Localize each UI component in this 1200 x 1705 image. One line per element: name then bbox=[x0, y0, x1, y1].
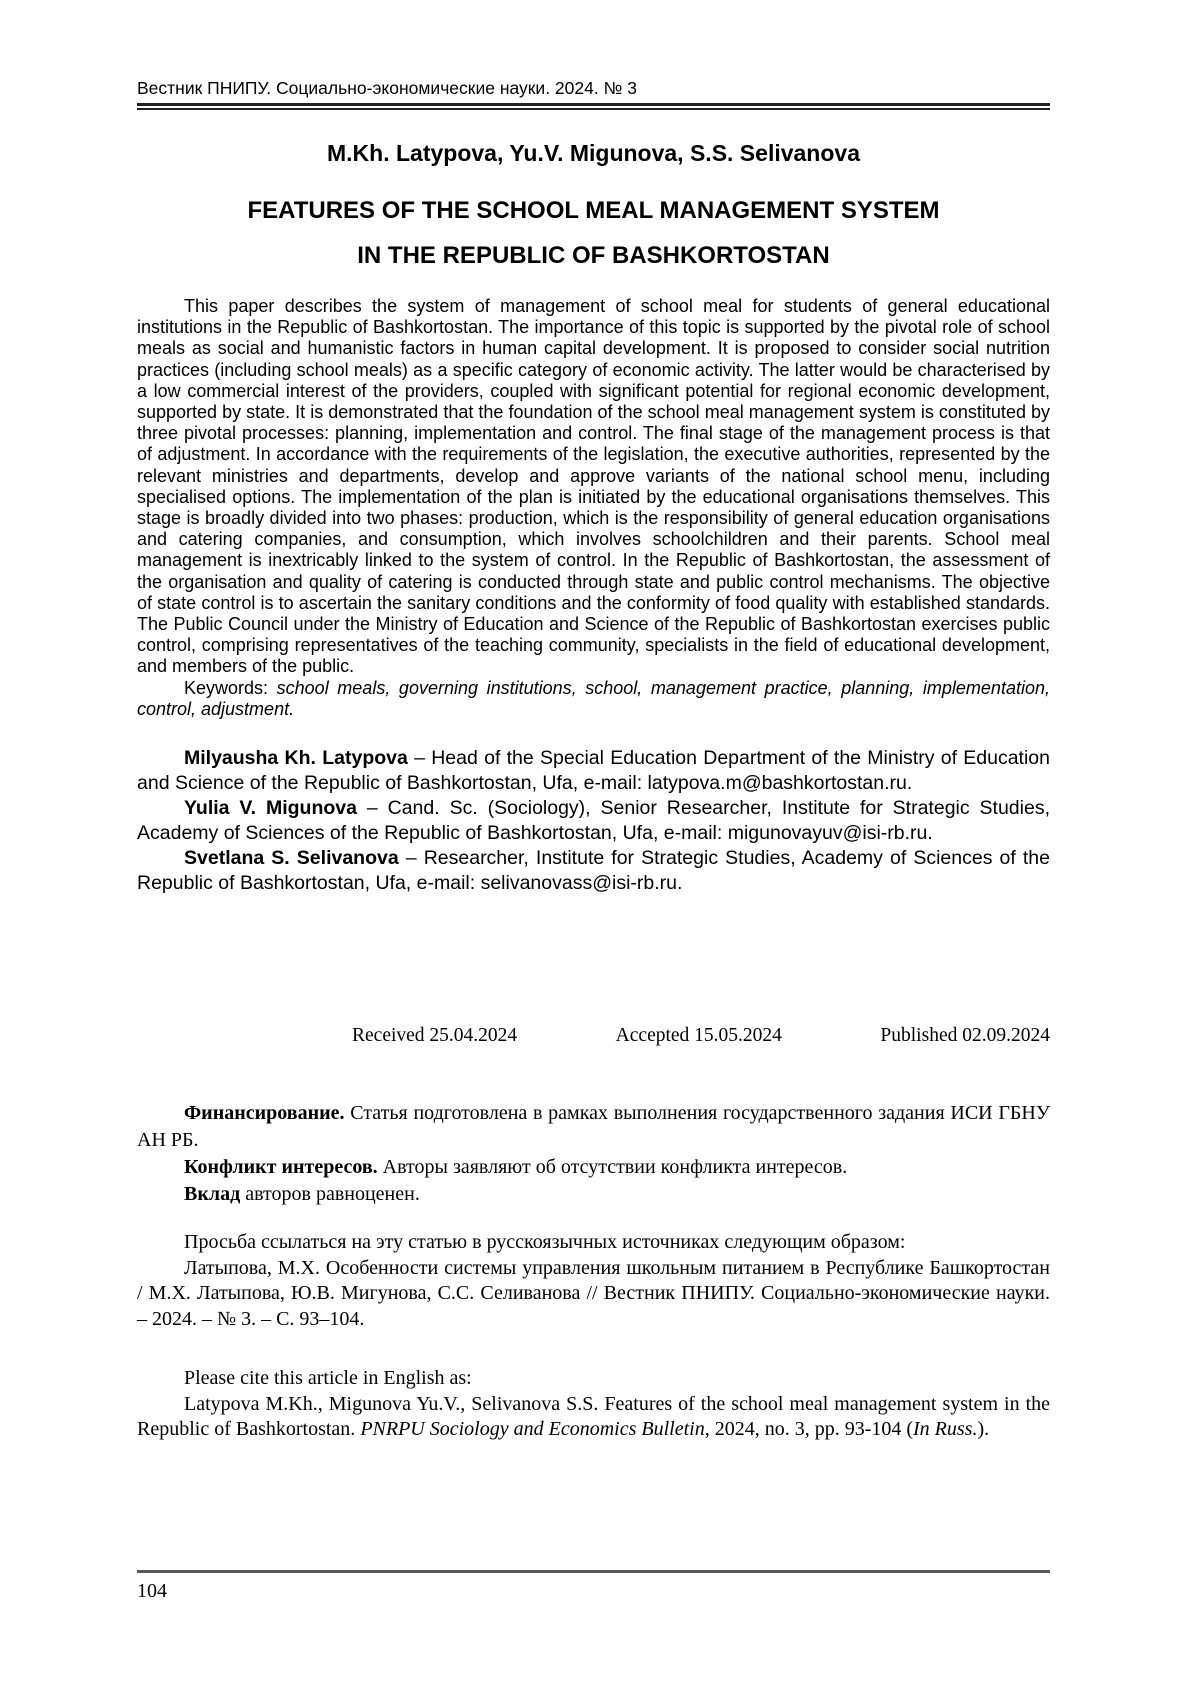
contribution-note bbox=[137, 1181, 1050, 1208]
citation-request-en: Please cite this article in English as: bbox=[184, 1367, 472, 1390]
bio-name: Yulia V. Migunova bbox=[184, 797, 357, 820]
title-line-2: IN THE REPUBLIC OF BASHKORTOSTAN bbox=[357, 242, 830, 269]
author-bio bbox=[137, 846, 1050, 896]
note-text: Статья подготовлена в рамках выполнения государственного задания ИСИ ГБНУ АН РБ. bbox=[137, 1102, 1050, 1152]
header-rule bbox=[137, 103, 1050, 110]
dates-row bbox=[352, 1024, 1050, 1048]
title-line-1: FEATURES OF THE SCHOOL MEAL MANAGEMENT SYSTEM bbox=[247, 197, 940, 224]
citation-block-ru bbox=[137, 1230, 1050, 1332]
article-notes bbox=[137, 1100, 1050, 1208]
published-date: Published 02.09.2024 bbox=[880, 1025, 1050, 1047]
bio-details: – Researcher, Institute for Strategic Studies, Academy of Sciences of the Republic of Bashkortostan, Ufa, e-mail: selivanovass@isi-rb.ru. bbox=[137, 847, 1050, 895]
keywords bbox=[137, 678, 1050, 720]
bio-name: Milyausha Kh. Latypova bbox=[184, 747, 408, 770]
author-bio bbox=[137, 746, 1050, 796]
article-title bbox=[137, 188, 1050, 278]
note-text: авторов равноценен. bbox=[240, 1183, 420, 1206]
citation-en: Latypova M.Kh., Migunova Yu.V., Selivanova S.S. Features of the school meal management system in the Republic of Bashkortostan. PNRPU Sociology and Economics Bulletin, 2024, no. 3, pp. 93-104 (In Russ.). bbox=[137, 1392, 1050, 1441]
citation-block-en bbox=[137, 1366, 1050, 1443]
bio-details: – Head of the Special Education Department of the Ministry of Education and Science of the Republic of Bashkortostan, Ufa, e-mail: latypova.m@bashkortostan.ru. bbox=[137, 747, 1050, 795]
authors-line: M.Kh. Latypova, Yu.V. Migunova, S.S. Selivanova bbox=[327, 140, 860, 166]
funding-note bbox=[137, 1100, 1050, 1154]
bio-details: – Cand. Sc. (Sociology), Senior Researcher, Institute for Strategic Studies, Academy of Sciences of the Republic of Bashkortostan, Ufa, e-mail: migunovayuv@isi-rb.ru. bbox=[137, 797, 1050, 845]
keywords-label: Keywords: bbox=[184, 677, 277, 698]
citation-request-ru: Просьба ссылаться на эту статью в русскоязычных источниках следующим образом: bbox=[184, 1231, 906, 1254]
bio-name: Svetlana S. Selivanova bbox=[184, 847, 399, 870]
accepted-date: Accepted 15.05.2024 bbox=[615, 1025, 782, 1047]
conflict-note bbox=[137, 1154, 1050, 1181]
author-bio bbox=[137, 796, 1050, 846]
footer-rule bbox=[137, 1570, 1050, 1573]
abstract-text: This paper describes the system of management of school meal for students of general educational institutions in the Republic of Bashkortostan. The importance of this topic is supported by the pivotal role of school meals as social and humanistic factors in human capital development. It is proposed to consider social nutrition practices (including school meals) as a specific category of economic activity. The latter would be characterised by a low commercial interest of the providers, coupled with significant potential for regional economic development, supported by state. It is demonstrated that the foundation of the school meal management system is constituted by three pivotal processes: planning, implementation and control. The final stage of the management process is that of adjustment. In accordance with the requirements of the legislation, the executive authorities, represented by the relevant ministries and departments, develop and approve variants of the national school menu, including specialised options. The implementation of the plan is initiated by the educational organisations themselves. This stage is broadly divided into two phases: production, which is the responsibility of general education organisations and catering companies, and consumption, which involves schoolchildren and their parents. School meal management is inextricably linked to the system of control. In the Republic of Bashkortostan, the assessment of the organisation and quality of catering is conducted through state and public control mechanisms. The objective of state control is to ascertain the sanitary conditions and the conformity of food quality with established standards. The Public Council under the Ministry of Education and Science of the Republic of Bashkortostan exercises public control, comprising representatives of the teaching community, specialists in the field of educational development, and members of the public. bbox=[137, 296, 1050, 677]
page-number: 104 bbox=[137, 1580, 167, 1602]
citation-ru: Латыпова, М.Х. Особенности системы управления школьным питанием в Республике Башкортостан / М.Х. Латыпова, Ю.В. Мигунова, С.С. Селиванова // Вестник ПНИПУ. Социально-экономические науки. – 2024. – № 3. – С. 93–104. bbox=[137, 1256, 1050, 1330]
keywords-text: school meals, governing institutions, school, management practice, planning, implementation, control, adjustment. bbox=[137, 677, 1050, 719]
note-label: Конфликт интересов. bbox=[184, 1156, 378, 1179]
note-text: Авторы заявляют об отсутствии конфликта интересов. bbox=[377, 1156, 848, 1179]
note-label: Вклад bbox=[184, 1183, 241, 1206]
received-date: Received 25.04.2024 bbox=[352, 1025, 518, 1047]
running-head: Вестник ПНИПУ. Социально-экономические науки. 2024. № 3 bbox=[137, 78, 637, 98]
note-label: Финансирование. bbox=[184, 1102, 345, 1125]
author-bios bbox=[137, 746, 1050, 896]
